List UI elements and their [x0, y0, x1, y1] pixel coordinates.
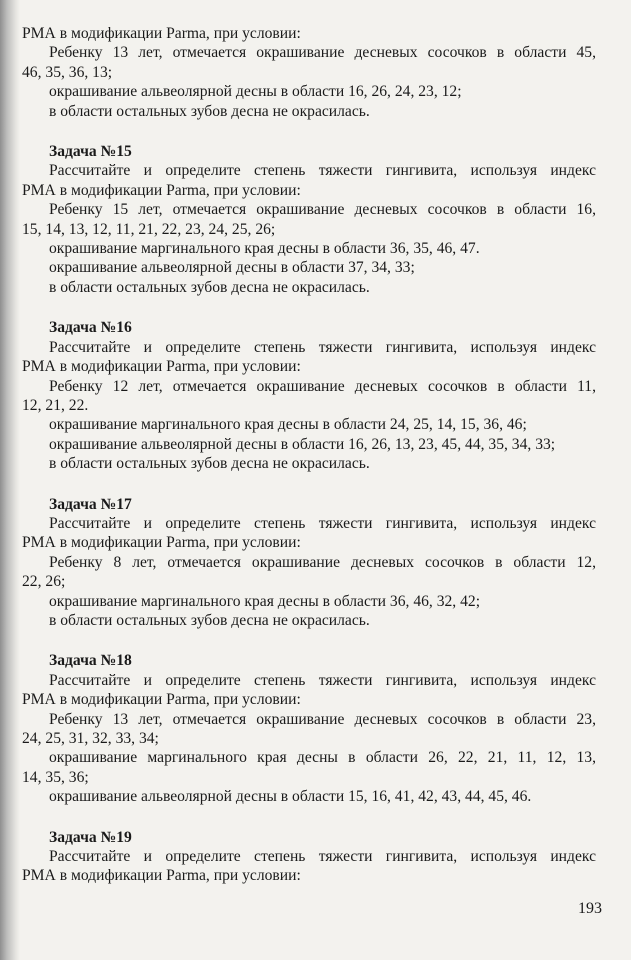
task-17	[22, 495, 596, 631]
text-line: 15, 14, 13, 12, 11, 21, 22, 23, 24, 25, 26;	[22, 220, 276, 238]
task-18	[22, 651, 596, 806]
task-title: Задача №19	[49, 828, 132, 846]
text-line: Ребенку 8 лет, отмечается окрашивание десневых сосочков в области 12,	[49, 553, 596, 571]
task-19	[22, 828, 596, 886]
text-line: 14, 35, 36;	[22, 768, 89, 786]
page-number: 193	[578, 900, 602, 917]
text-line: в области остальных зубов десна не окрасилась.	[49, 611, 370, 629]
text-line: РМА в модификации Parma, при условии:	[22, 25, 301, 42]
task-title: Задача №16	[49, 319, 132, 337]
text-line: Рассчитайте и определите степень тяжести гингивита, используя индекс	[49, 671, 596, 689]
text-line: 12, 21, 22.	[22, 396, 89, 414]
text-line: 46, 35, 36, 13;	[22, 63, 113, 81]
task-title: Задача №18	[49, 652, 132, 670]
task-continuation	[22, 24, 596, 121]
text-line: в области остальных зубов десна не окрасилась.	[49, 455, 370, 473]
text-line: РМА в модификации Parma, при условии:	[22, 691, 301, 709]
page-text	[22, 24, 596, 886]
text-line: окрашивание маргинального края десны в области 36, 35, 46, 47.	[49, 240, 480, 258]
text-line: в области остальных зубов десна не окрасилась.	[49, 278, 370, 296]
text-line: окрашивание альвеолярной десны в области 15, 16, 41, 42, 43, 44, 45, 46.	[49, 788, 532, 806]
text-line: 22, 26;	[22, 573, 66, 591]
task-title: Задача №17	[49, 495, 132, 513]
text-line: РМА в модификации Parma, при условии:	[22, 181, 301, 199]
text-line: окрашивание маргинального края десны в области 24, 25, 14, 15, 36, 46;	[49, 416, 527, 434]
binding-shadow	[0, 0, 20, 960]
text-line: Рассчитайте и определите степень тяжести гингивита, используя индекс	[49, 338, 596, 356]
task-16	[22, 318, 596, 473]
text-line: окрашивание маргинального края десны в области 36, 46, 32, 42;	[49, 592, 481, 610]
text-line: окрашивание альвеолярной десны в области 37, 34, 33;	[49, 259, 415, 277]
task-title: Задача №15	[49, 143, 132, 161]
text-line: РМА в модификации Parma, при условии:	[22, 867, 301, 885]
text-line: Рассчитайте и определите степень тяжести гингивита, используя индекс	[49, 162, 596, 180]
text-line: РМА в модификации Parma, при условии:	[22, 358, 301, 376]
text-line: в области остальных зубов десна не окрасилась.	[49, 102, 370, 120]
text-line: окрашивание альвеолярной десны в области 16, 26, 13, 23, 45, 44, 35, 34, 33;	[49, 435, 556, 453]
text-line: РМА в модификации Parma, при условии:	[22, 534, 301, 552]
text-line: Ребенку 13 лет, отмечается окрашивание десневых сосочков в области 23,	[49, 710, 596, 728]
text-line: Рассчитайте и определите степень тяжести гингивита, используя индекс	[49, 514, 596, 532]
text-line: Ребенку 13 лет, отмечается окрашивание десневых сосочков в области 45,	[49, 44, 596, 62]
task-15	[22, 142, 596, 297]
text-line: 24, 25, 31, 32, 33, 34;	[22, 730, 159, 747]
text-line: Ребенку 12 лет, отмечается окрашивание десневых сосочков в области 11,	[49, 377, 596, 395]
text-line: Рассчитайте и определите степень тяжести гингивита, используя индекс	[49, 848, 596, 866]
text-line: окрашивание альвеолярной десны в области 16, 26, 24, 23, 12;	[49, 83, 462, 101]
text-line: Ребенку 15 лет, отмечается окрашивание десневых сосочков в области 16,	[49, 201, 596, 219]
text-line: окрашивание маргинального края десны в области 26, 22, 21, 11, 12, 13,	[49, 749, 596, 767]
